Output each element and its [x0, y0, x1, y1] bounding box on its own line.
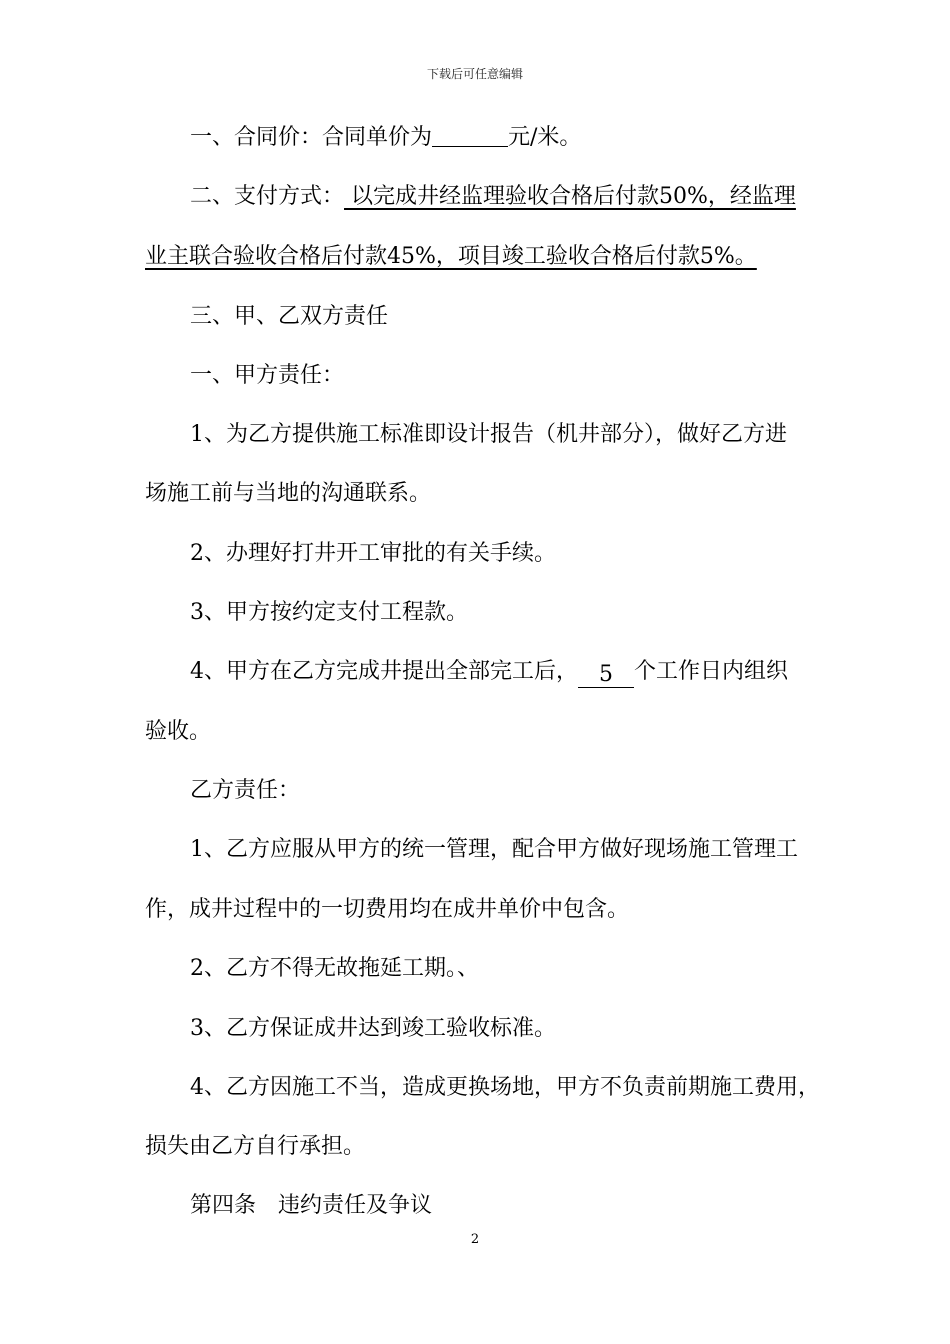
- section-3-title: 三、甲、乙双方责任: [190, 304, 389, 329]
- party-a-item-3: 3、甲方按约定支付工程款。: [190, 600, 468, 625]
- party-b-item-1-line-2: 作，成井过程中的一切费用均在成井单价中包含。: [145, 897, 630, 922]
- party-a-item-4-suffix: 个工作日内组织: [634, 659, 789, 684]
- page-number: 2: [470, 1232, 480, 1247]
- party-a-item-4-prefix: 4、甲方在乙方完成井提出全部完工后，: [190, 659, 578, 684]
- party-a-item-1-line-1: 1、为乙方提供施工标准即设计报告（机井部分），做好乙方进: [190, 422, 787, 447]
- contract-price-suffix: 元/米。: [508, 125, 582, 150]
- contract-price-blank: [432, 124, 508, 147]
- party-a-item-2: 2、办理好打井开工审批的有关手续。: [190, 541, 556, 566]
- party-b-item-1-line-1: 1、乙方应服从甲方的统一管理，配合甲方做好现场施工管理工: [190, 837, 798, 862]
- payment-terms-1: 以完成井经监理验收合格后付款50%，经监理: [344, 184, 796, 209]
- contract-price-line: [190, 124, 581, 152]
- party-b-item-4-line-2: 损失由乙方自行承担。: [145, 1134, 366, 1159]
- page-header: 下载后可任意编辑: [426, 67, 523, 81]
- contract-price-prefix: 一、合同价：合同单价为: [190, 125, 433, 150]
- payment-line-1: [190, 183, 796, 211]
- party-b-item-3: 3、乙方保证成井达到竣工验收标准。: [190, 1016, 556, 1041]
- article-4-title: 第四条 违约责任及争议: [190, 1193, 433, 1218]
- payment-terms-2: 业主联合验收合格后付款45%，项目竣工验收合格后付款5%。: [145, 244, 757, 269]
- payment-label: 二、支付方式：: [190, 184, 345, 209]
- party-a-item-1-line-2: 场施工前与当地的沟通联系。: [145, 481, 432, 506]
- party-a-item-4-line-1: [190, 658, 788, 688]
- acceptance-days-value: 5: [578, 663, 634, 688]
- party-b-item-2: 2、乙方不得无故拖延工期。、: [190, 956, 479, 981]
- party-a-item-4-line-2: 验收。: [145, 719, 212, 744]
- party-b-title: 乙方责任：: [190, 778, 301, 803]
- party-a-title: 一、甲方责任：: [190, 363, 345, 388]
- party-b-item-4-line-1: 4、乙方因施工不当，造成更换场地，甲方不负责前期施工费用，: [190, 1075, 820, 1100]
